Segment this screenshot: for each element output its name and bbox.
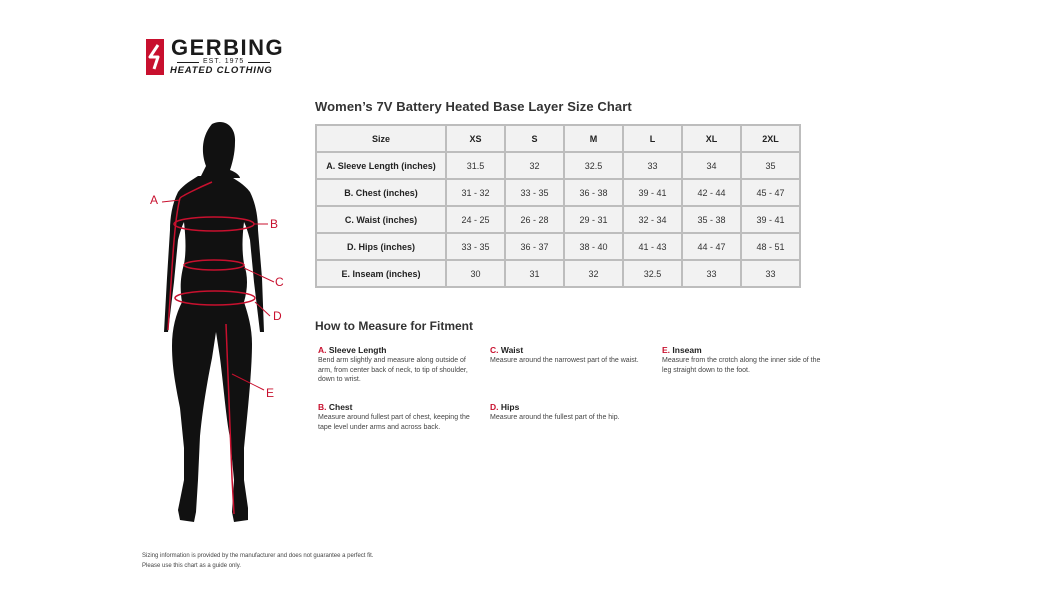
measure-item-text: Bend arm slightly and measure along outside of arm, from center back of neck, to tip of shoulder, down to wrist. [318,357,468,383]
table-cell: 42 - 44 [682,179,741,206]
silhouette-illustration [140,118,300,536]
disclaimer-line: Please use this chart as a guide only. [142,563,241,569]
row-label: D. Hips (inches) [316,233,446,260]
measure-item-letter: A. [318,345,327,355]
table-cell: 26 - 28 [505,206,564,233]
table-row [316,179,800,206]
measure-item-name: Inseam [672,345,702,355]
table-cell: 24 - 25 [446,206,505,233]
column-header: 2XL [741,125,800,152]
row-label: C. Waist (inches) [316,206,446,233]
measure-item-letter: D. [490,402,499,412]
table-cell: 41 - 43 [623,233,682,260]
measure-item-hips [490,402,650,423]
measure-item-inseam [662,345,822,375]
measure-item-letter: B. [318,402,327,412]
table-row [316,233,800,260]
table-cell: 39 - 41 [623,179,682,206]
figure-label-b: B [270,217,279,231]
row-label: B. Chest (inches) [316,179,446,206]
table-row [316,152,800,179]
column-header: Size [316,125,446,152]
measure-item-waist [490,345,640,366]
table-cell: 45 - 47 [741,179,800,206]
measure-item-text: Measure around the fullest part of the hip. [490,414,620,421]
row-label: A. Sleeve Length (inches) [316,152,446,179]
measure-item-text: Measure from the crotch along the inner side of the leg straight down to the foot. [662,357,821,374]
column-header: S [505,125,564,152]
brand-logo [143,37,303,79]
row-label: E. Inseam (inches) [316,260,446,287]
table-cell: 32 [564,260,623,287]
table-cell: 36 - 38 [564,179,623,206]
table-cell: 29 - 31 [564,206,623,233]
table-cell: 35 [741,152,800,179]
table-cell: 39 - 41 [741,206,800,233]
table-cell: 32.5 [623,260,682,287]
measure-item-heading [490,345,640,356]
measure-item-text: Measure around the narrowest part of the waist. [490,357,639,364]
table-cell: 33 [623,152,682,179]
measure-item-heading [662,345,822,356]
measure-item-letter: E. [662,345,671,355]
table-cell: 48 - 51 [741,233,800,260]
gerbing-logo-icon [143,37,167,77]
table-cell: 32 - 34 [623,206,682,233]
measure-item-heading [318,402,478,413]
measure-item-sleeve [318,345,478,385]
table-cell: 31 - 32 [446,179,505,206]
figure-label-e: E [266,386,275,400]
table-row [316,260,800,287]
figure-label-a: A [150,193,159,207]
disclaimer [142,551,462,571]
table-cell: 32.5 [564,152,623,179]
figure-label-c: C [275,275,284,289]
measure-item-heading [490,402,650,413]
table-header-row [316,125,800,152]
measure-item-name: Chest [328,402,353,412]
table-cell: 32 [505,152,564,179]
body-silhouette [140,118,300,536]
table-cell: 33 - 35 [446,233,505,260]
table-cell: 35 - 38 [682,206,741,233]
size-chart-title: Women’s 7V Battery Heated Base Layer Size Chart [315,99,632,114]
table-row [316,206,800,233]
table-cell: 30 [446,260,505,287]
column-header: XL [682,125,741,152]
table-cell: 38 - 40 [564,233,623,260]
measure-item-name: Waist [500,345,524,355]
column-header: M [564,125,623,152]
measure-item-text: Measure around fullest part of chest, keeping the tape level under arms and across back. [318,414,470,431]
table-cell: 31.5 [446,152,505,179]
table-cell: 33 [682,260,741,287]
measure-item-name: Hips [500,402,520,412]
figure-label-d: D [273,309,282,323]
brand-tagline: HEATED CLOTHING [170,65,273,76]
measure-item-heading [318,345,478,356]
table-cell: 36 - 37 [505,233,564,260]
measure-item-letter: C. [490,345,499,355]
size-chart-table [315,124,801,288]
brand-established: EST. 1975 [203,58,245,65]
brand-name: GERBING [171,35,285,60]
measure-section-title: How to Measure for Fitment [315,319,474,333]
table-cell: 33 [741,260,800,287]
table-cell: 44 - 47 [682,233,741,260]
table-cell: 34 [682,152,741,179]
measure-item-chest [318,402,478,432]
column-header: XS [446,125,505,152]
table-cell: 31 [505,260,564,287]
disclaimer-line: Sizing information is provided by the manufacturer and does not guarantee a perfect fit. [142,553,374,559]
column-header: L [623,125,682,152]
table-cell: 33 - 35 [505,179,564,206]
measure-item-name: Sleeve Length [328,345,387,355]
